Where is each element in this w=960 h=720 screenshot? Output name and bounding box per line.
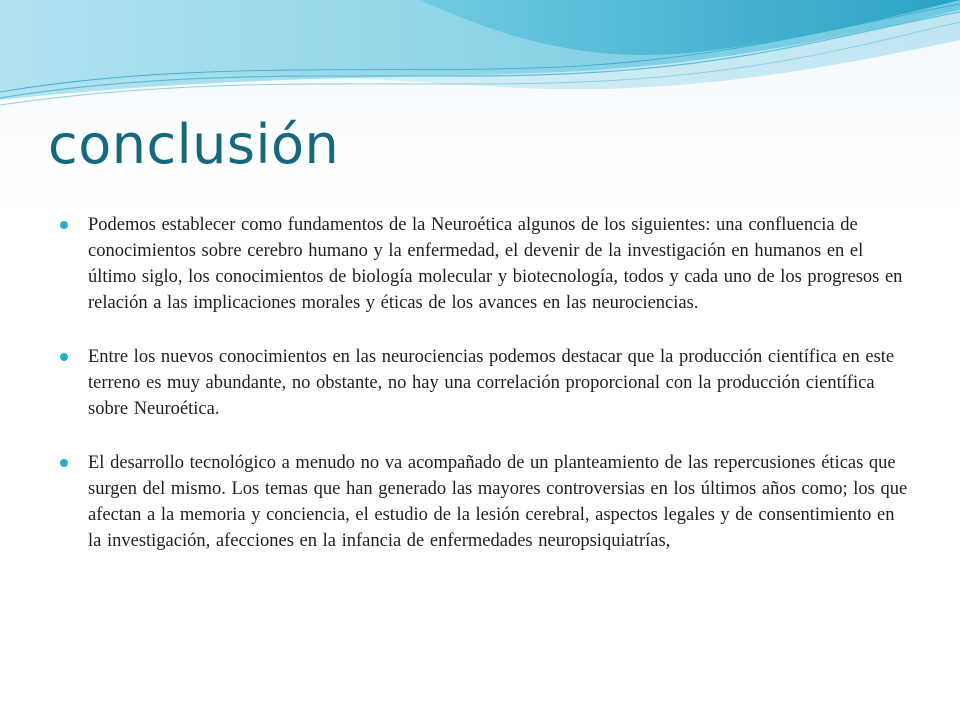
bullet-text: Podemos establecer como fundamentos de la Neuroética algunos de los siguientes: una confluencia de conocimientos sobre cerebro humano y la enfermedad, el devenir de la investigación en humanos en el último siglo, los conocimientos de biología molecular y biotecnología, todos y cada uno de los progresos en relación a las implicaciones morales y éticas de los avances en las neurociencias.: [88, 215, 903, 313]
bullet-item: [60, 450, 910, 554]
bullet-dot-icon: [60, 221, 68, 229]
bullet-text: El desarrollo tecnológico a menudo no va acompañado de un planteamiento de las repercusiones éticas que surgen del mismo. Los temas que han generado las mayores controversias en los últimos años como; los que afectan a la memoria y conciencia, el estudio de la lesión cerebral, aspectos legales y de consentimiento en la investigación, afecciones en la infancia de enfermedades neuropsiquiatrías,: [88, 453, 908, 551]
bullet-item: [60, 212, 910, 316]
bullet-text: Entre los nuevos conocimientos en las neurociencias podemos destacar que la producción científica en este terreno es muy abundante, no obstante, no hay una correlación proporcional con la producción científica sobre Neuroética.: [88, 347, 895, 419]
slide-title: conclusión: [48, 113, 340, 176]
bullet-dot-icon: [60, 459, 68, 467]
header-wave-decoration: [0, 0, 960, 120]
bullet-list: [60, 212, 910, 582]
bullet-dot-icon: [60, 353, 68, 361]
bullet-item: [60, 344, 910, 422]
